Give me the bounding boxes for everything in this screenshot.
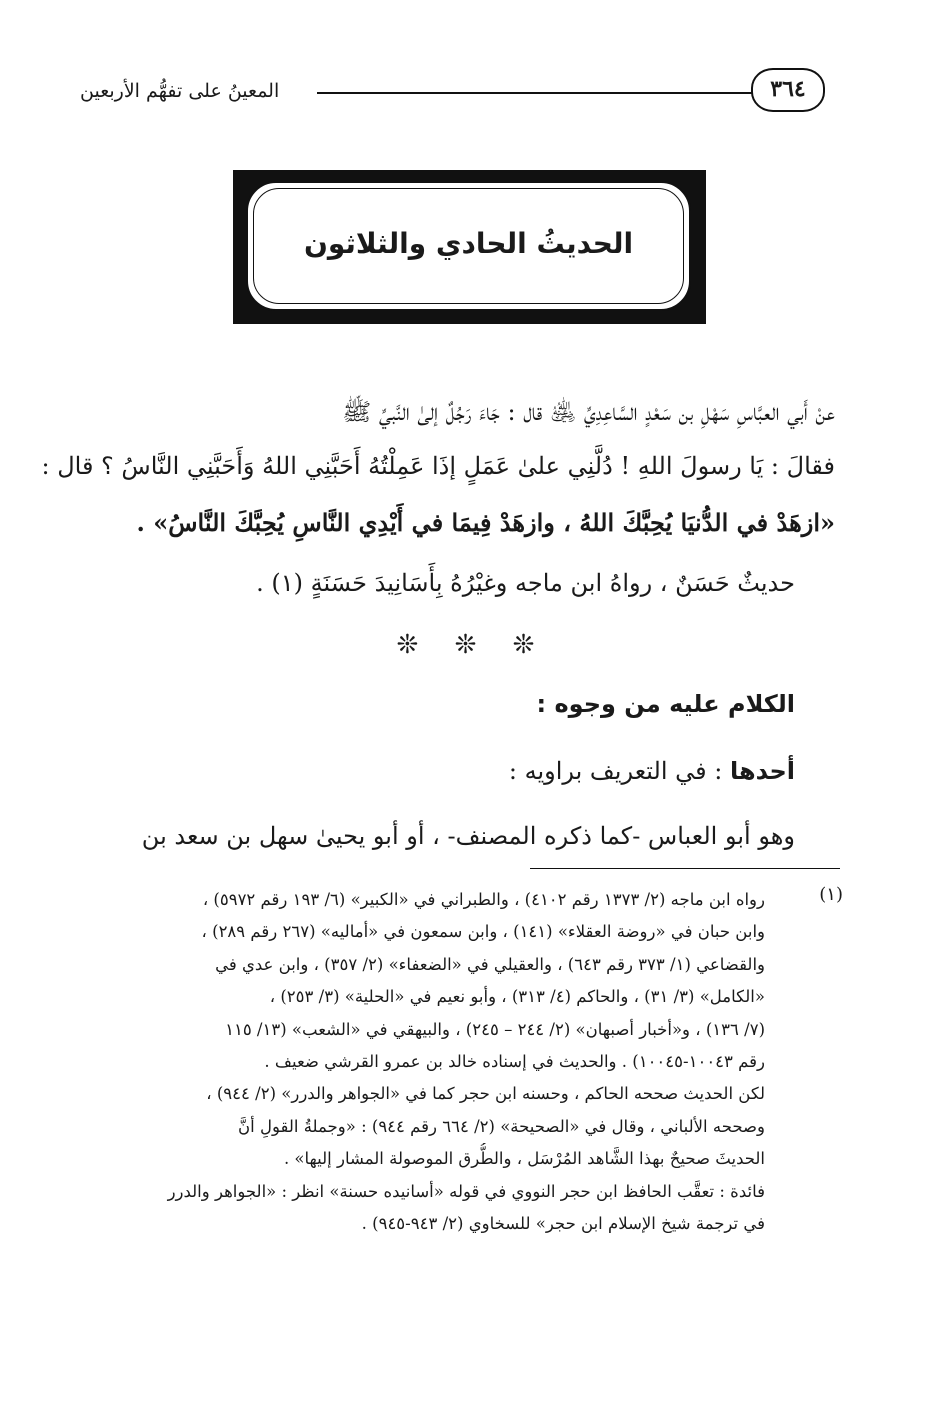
first-point — [509, 757, 795, 785]
chapter-title-inner-frame — [246, 181, 691, 311]
footnote-line: في ترجمة شيخ الإسلام ابن حجر» للسخاوي (٢/ ٩٤٣-٩٤٥) . — [361, 1214, 765, 1234]
commentary-heading: الكلام عليه من وجوه : — [536, 690, 795, 718]
footnote-line: فائدة : تعقَّب الحافظ ابن حجر النووي في قوله «أسانيده حسنة» انظر : «الجواهر والدرر — [167, 1181, 765, 1201]
footnote-line: وصححه الألباني ، وقال في «الصحيحة» (٢/ ٦٦٤ رقم ٩٤٤) : «وجملةُ القولِ أنَّ — [238, 1116, 765, 1136]
first-point-text: : في التعريف براويه : — [508, 757, 730, 785]
hadith-line-3: «ازهَدْ في الدُّنيَا يُحِبَّكَ اللهُ ، وازهَدْ فِيمَا في أَيْدِي النَّاسِ يُحِبَّكَ النَّاسُ» . — [136, 508, 835, 537]
page-header — [80, 58, 860, 118]
page-number: ٣٦٤ — [751, 68, 825, 112]
hadith-line-1: عنْ أَبي العبَّاسِ سَهْلِ بن سَعْدٍ السَّاعِدِيِّ ﵁ قال : جَاءَ رَجُلٌ إلىٰ النَّبيِّ ﷺ — [342, 398, 835, 426]
hadith-grading: حديثٌ حَسَنٌ ، رواهُ ابن ماجه وغيْرُهُ بِأَسَانِيدَ حَسَنَةٍ (١) . — [256, 569, 795, 597]
footnote-line: والقضاعي (١/ ٣٧٣ رقم ٦٤٣) ، والعقيلي في «الضعفاء» (٢/ ٣٥٧) ، وابن عدي في — [215, 954, 765, 974]
footnote-marker: (١) — [819, 884, 843, 905]
chapter-title-frame — [233, 170, 706, 324]
footnote-line: رواه ابن ماجه (٢/ ١٣٧٣ رقم ٤١٠٢) ، والطبراني في «الكبير» (٦/ ١٩٣ رقم ٥٩٧٢) ، — [202, 890, 765, 909]
footnote-line: «الكامل» (٣/ ٣١) ، والحاكم (٤/ ٣١٣) ، وأبو نعيم في «الحلية» (٣/ ٢٥٣) ، — [269, 987, 765, 1007]
running-title: المعينُ على تفهُّم الأربعين — [80, 80, 280, 102]
commentary-continuation: وهو أبو العباس -كما ذكره المصنف- ، أو أبو يحيىٰ سهل بن سعد بن — [141, 822, 795, 850]
header-rule — [317, 92, 777, 94]
chapter-title: الحديثُ الحادي والثلاثون — [303, 227, 634, 260]
footnote-block — [118, 884, 765, 1240]
section-separator: ❊ ❊ ❊ — [396, 630, 549, 660]
hadith-line-2: فقالَ : يَا رسولَ اللهِ ! دُلَّنِي علىٰ عَمَلٍ إذَا عَمِلْتُهُ أَحَبَّنِي اللهُ وَأَحَبَّنِي النَّاسُ ؟ قال : — [41, 452, 835, 480]
footnote-line: رقم ١٠٠٤٣-١٠٠٤٥) . والحديث في إسناده خالد بن عمرو القرشي ضعيف . — [264, 1052, 765, 1072]
footnote-line: (٧/ ١٣٦) ، و«أخبار أصبهان» (٢/ ٢٤٤ – ٢٤٥) ، والبيهقي في «الشعب» (١٣/ ١١٥ — [225, 1019, 765, 1039]
first-point-lead: أحدها — [729, 757, 795, 785]
footnote-rule — [530, 868, 840, 869]
footnote-line: الحديثَ صحيحٌ بهذا الشَّاهد المُرْسَل ، والطُّرق الموصولة المشار إليها» . — [283, 1149, 765, 1169]
footnote-line: لكن الحديث صححه الحاكم ، وحسنه ابن حجر كما في «الجواهر والدرر» (٢/ ٩٤٤) ، — [206, 1084, 765, 1104]
footnote-line: وابن حبان في «روضة العقلاء» (١٤١) ، وابن سمعون في «أماليه» (٢٦٧ رقم ٢٨٩) ، — [201, 922, 765, 942]
